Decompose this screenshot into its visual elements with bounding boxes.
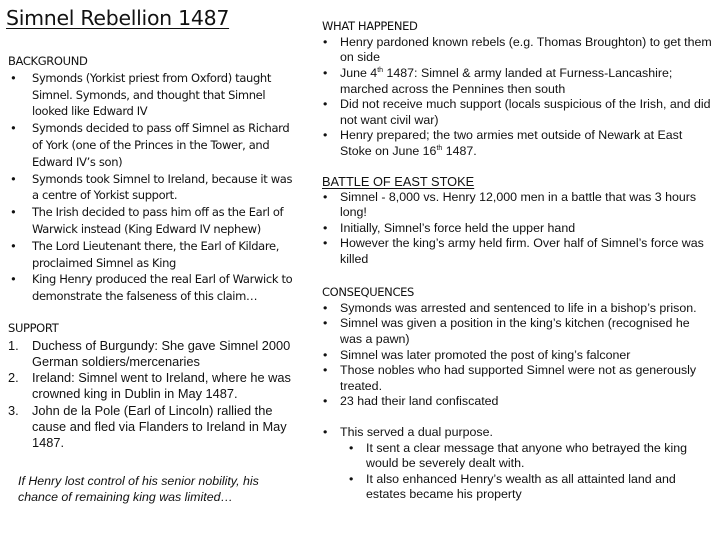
list-item: • Simnel was given a position in the king’s kitchen (recognised he was a pawn) (322, 316, 712, 347)
battle-heading: BATTLE OF EAST STOKE (322, 174, 475, 189)
list-item (322, 66, 712, 97)
list-item: • Those nobles who had supported Simnel were not as generously treated. (322, 363, 712, 394)
list-item: • 23 had their land confiscated (322, 394, 712, 410)
list-item (8, 370, 298, 402)
dual-purpose-list (322, 425, 712, 503)
list-item: • It sent a clear message that anyone who betrayed the king would be severely dealt with. (348, 441, 712, 472)
list-item: • The Lord Lieutenant there, the Earl of Kildare, proclaimed Simnel as King (8, 238, 298, 272)
support-section (8, 320, 298, 451)
list-item: • Simnel was later promoted the post of king’s falconer (322, 348, 712, 364)
list-item: • Simnel - 8,000 vs. Henry 12,000 men in a battle that was 3 hours long! (322, 190, 712, 221)
what-happened-list (322, 35, 712, 160)
list-item (8, 403, 298, 452)
list-item: • Henry pardoned known rebels (e.g. Thomas Broughton) to get them on side (322, 35, 712, 66)
what-happened-heading: WHAT HAPPENED (322, 19, 418, 33)
list-number: 2. (8, 370, 19, 386)
list-text: 1487. (442, 143, 477, 158)
support-note: If Henry lost control of his senior nobility, his chance of remaining king was limited… (18, 474, 259, 504)
list-item: • It also enhanced Henry’s wealth as all attainted land and estates became his property (348, 472, 712, 503)
consequences-list (322, 301, 712, 410)
list-item: • However the king’s army held firm. Over half of Simnel’s force was killed (322, 236, 712, 267)
date-text: June 4 (340, 65, 378, 80)
list-text: Duchess of Burgundy: She gave Simnel 2000 German soldiers/mercenaries (32, 337, 291, 369)
dual-purpose-sublist (348, 441, 712, 503)
consequences-section (322, 284, 712, 503)
list-text: 1487: Simnel & army landed at Furness-Lancashire; marched across the Pennines then south (340, 65, 673, 96)
list-item (8, 338, 298, 370)
list-item: • The Irish decided to pass him off as the Earl of Warwick instead (King Edward IV nephew) (8, 204, 298, 238)
list-number: 3. (8, 402, 19, 418)
ordinal-suffix: th (436, 144, 443, 152)
background-heading: BACKGROUND (8, 54, 88, 68)
list-item: • Symonds decided to pass off Simnel as Richard of York (one of the Princes in the Tower, and Edward IV’s son) (8, 120, 298, 170)
background-section (8, 53, 298, 305)
list-text: Henry prepared; the two armies met outside of Newark at East Stoke on June 16 (340, 128, 683, 158)
list-item: • King Henry produced the real Earl of Warwick to demonstrate the falseness of this claim… (8, 271, 298, 305)
list-item: • Symonds took Simnel to Ireland, because it was a centre of Yorkist support. (8, 171, 298, 205)
battle-section (322, 174, 712, 268)
support-heading: SUPPORT (8, 321, 59, 335)
list-text: Ireland: Simnel went to Ireland, where he was crowned king in Dublin in May 1487. (32, 370, 291, 402)
battle-list (322, 190, 712, 268)
what-happened-section (322, 18, 712, 160)
list-item: • Initially, Simnel’s force held the upper hand (322, 221, 712, 237)
list-number: 1. (8, 337, 19, 353)
list-item: • Symonds (Yorkist priest from Oxford) taught Simnel. Symonds, and thought that Simnel looked like Edward IV (8, 70, 298, 120)
support-list (8, 338, 298, 451)
dual-purpose-text: This served a dual purpose. (340, 424, 493, 439)
ordinal-suffix: th (377, 66, 384, 74)
list-item: • Did not receive much support (locals suspicious of the Irish, and did not want civil war) (322, 97, 712, 128)
list-item: • Symonds was arrested and sentenced to life in a bishop’s prison. (322, 301, 712, 317)
page-title: Simnel Rebellion 1487 (6, 6, 230, 30)
list-text: John de la Pole (Earl of Lincoln) rallied the cause and fled via Flanders to Ireland in May 1487. (32, 402, 287, 451)
consequences-heading: CONSEQUENCES (322, 285, 414, 299)
list-item (322, 425, 712, 503)
background-list (8, 70, 298, 305)
list-item (322, 128, 712, 159)
